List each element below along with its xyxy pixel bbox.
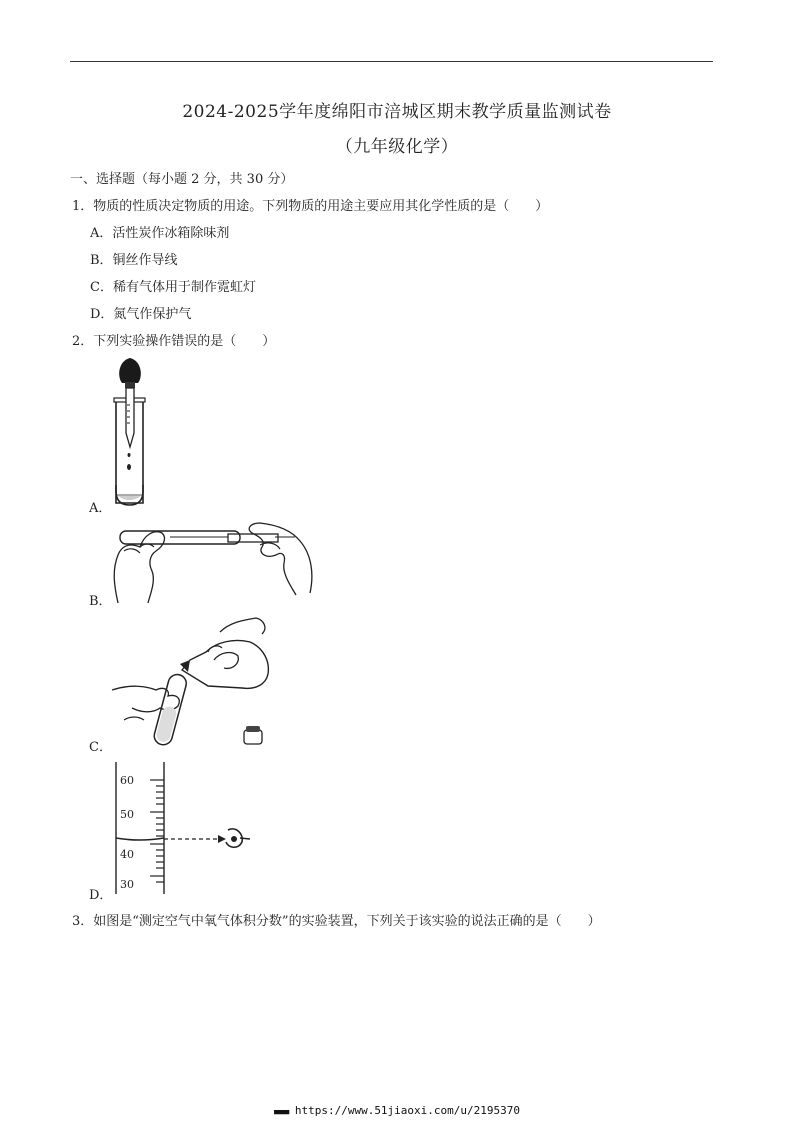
figure-c-label: C． <box>89 740 112 755</box>
cylinder-tick-40: 40 <box>120 848 134 861</box>
footer-logo-mark: ■■■■ <box>273 1108 289 1116</box>
figure-b-label: B． <box>89 594 112 609</box>
header-rule <box>70 61 713 62</box>
question-1-option-b: B．铜丝作导线 <box>90 253 178 268</box>
question-1-stem: 1．物质的性质决定物质的用途。下列物质的用途主要应用其化学性质的是（ ） <box>72 199 549 214</box>
section-heading: 一、选择题（每小题 2 分，共 30 分） <box>70 172 294 187</box>
page-footer <box>0 1104 794 1117</box>
figure-b-tube-connection <box>110 515 320 605</box>
question-1-option-d: D．氮气作保护气 <box>90 307 192 322</box>
figure-a-label: A． <box>89 501 112 516</box>
cylinder-tick-60: 60 <box>120 774 134 787</box>
question-1-option-c: C．稀有气体用于制作霓虹灯 <box>90 280 256 295</box>
exam-title: 2024-2025学年度绵阳市涪城区期末教学质量监测试卷 <box>182 102 612 122</box>
question-3-stem: 3．如图是“测定空气中氧气体积分数”的实验装置，下列关于该实验的说法正确的是（ ） <box>72 914 601 929</box>
figure-d-cylinder-reading <box>110 762 260 897</box>
cylinder-tick-50: 50 <box>120 808 134 821</box>
figure-d-label: D． <box>89 888 113 903</box>
exam-subtitle: （九年级化学） <box>335 137 459 157</box>
question-2-stem: 2．下列实验操作错误的是（ ） <box>72 334 276 349</box>
figure-c-pouring-liquid <box>110 612 280 752</box>
figure-a-dropper-in-tube <box>105 355 155 510</box>
cylinder-tick-30: 30 <box>120 878 134 891</box>
footer-url-link[interactable]: https://www.51jiaoxi.com/u/2195370 <box>294 1104 521 1117</box>
question-1-option-a: A．活性炭作冰箱除味剂 <box>90 226 230 241</box>
